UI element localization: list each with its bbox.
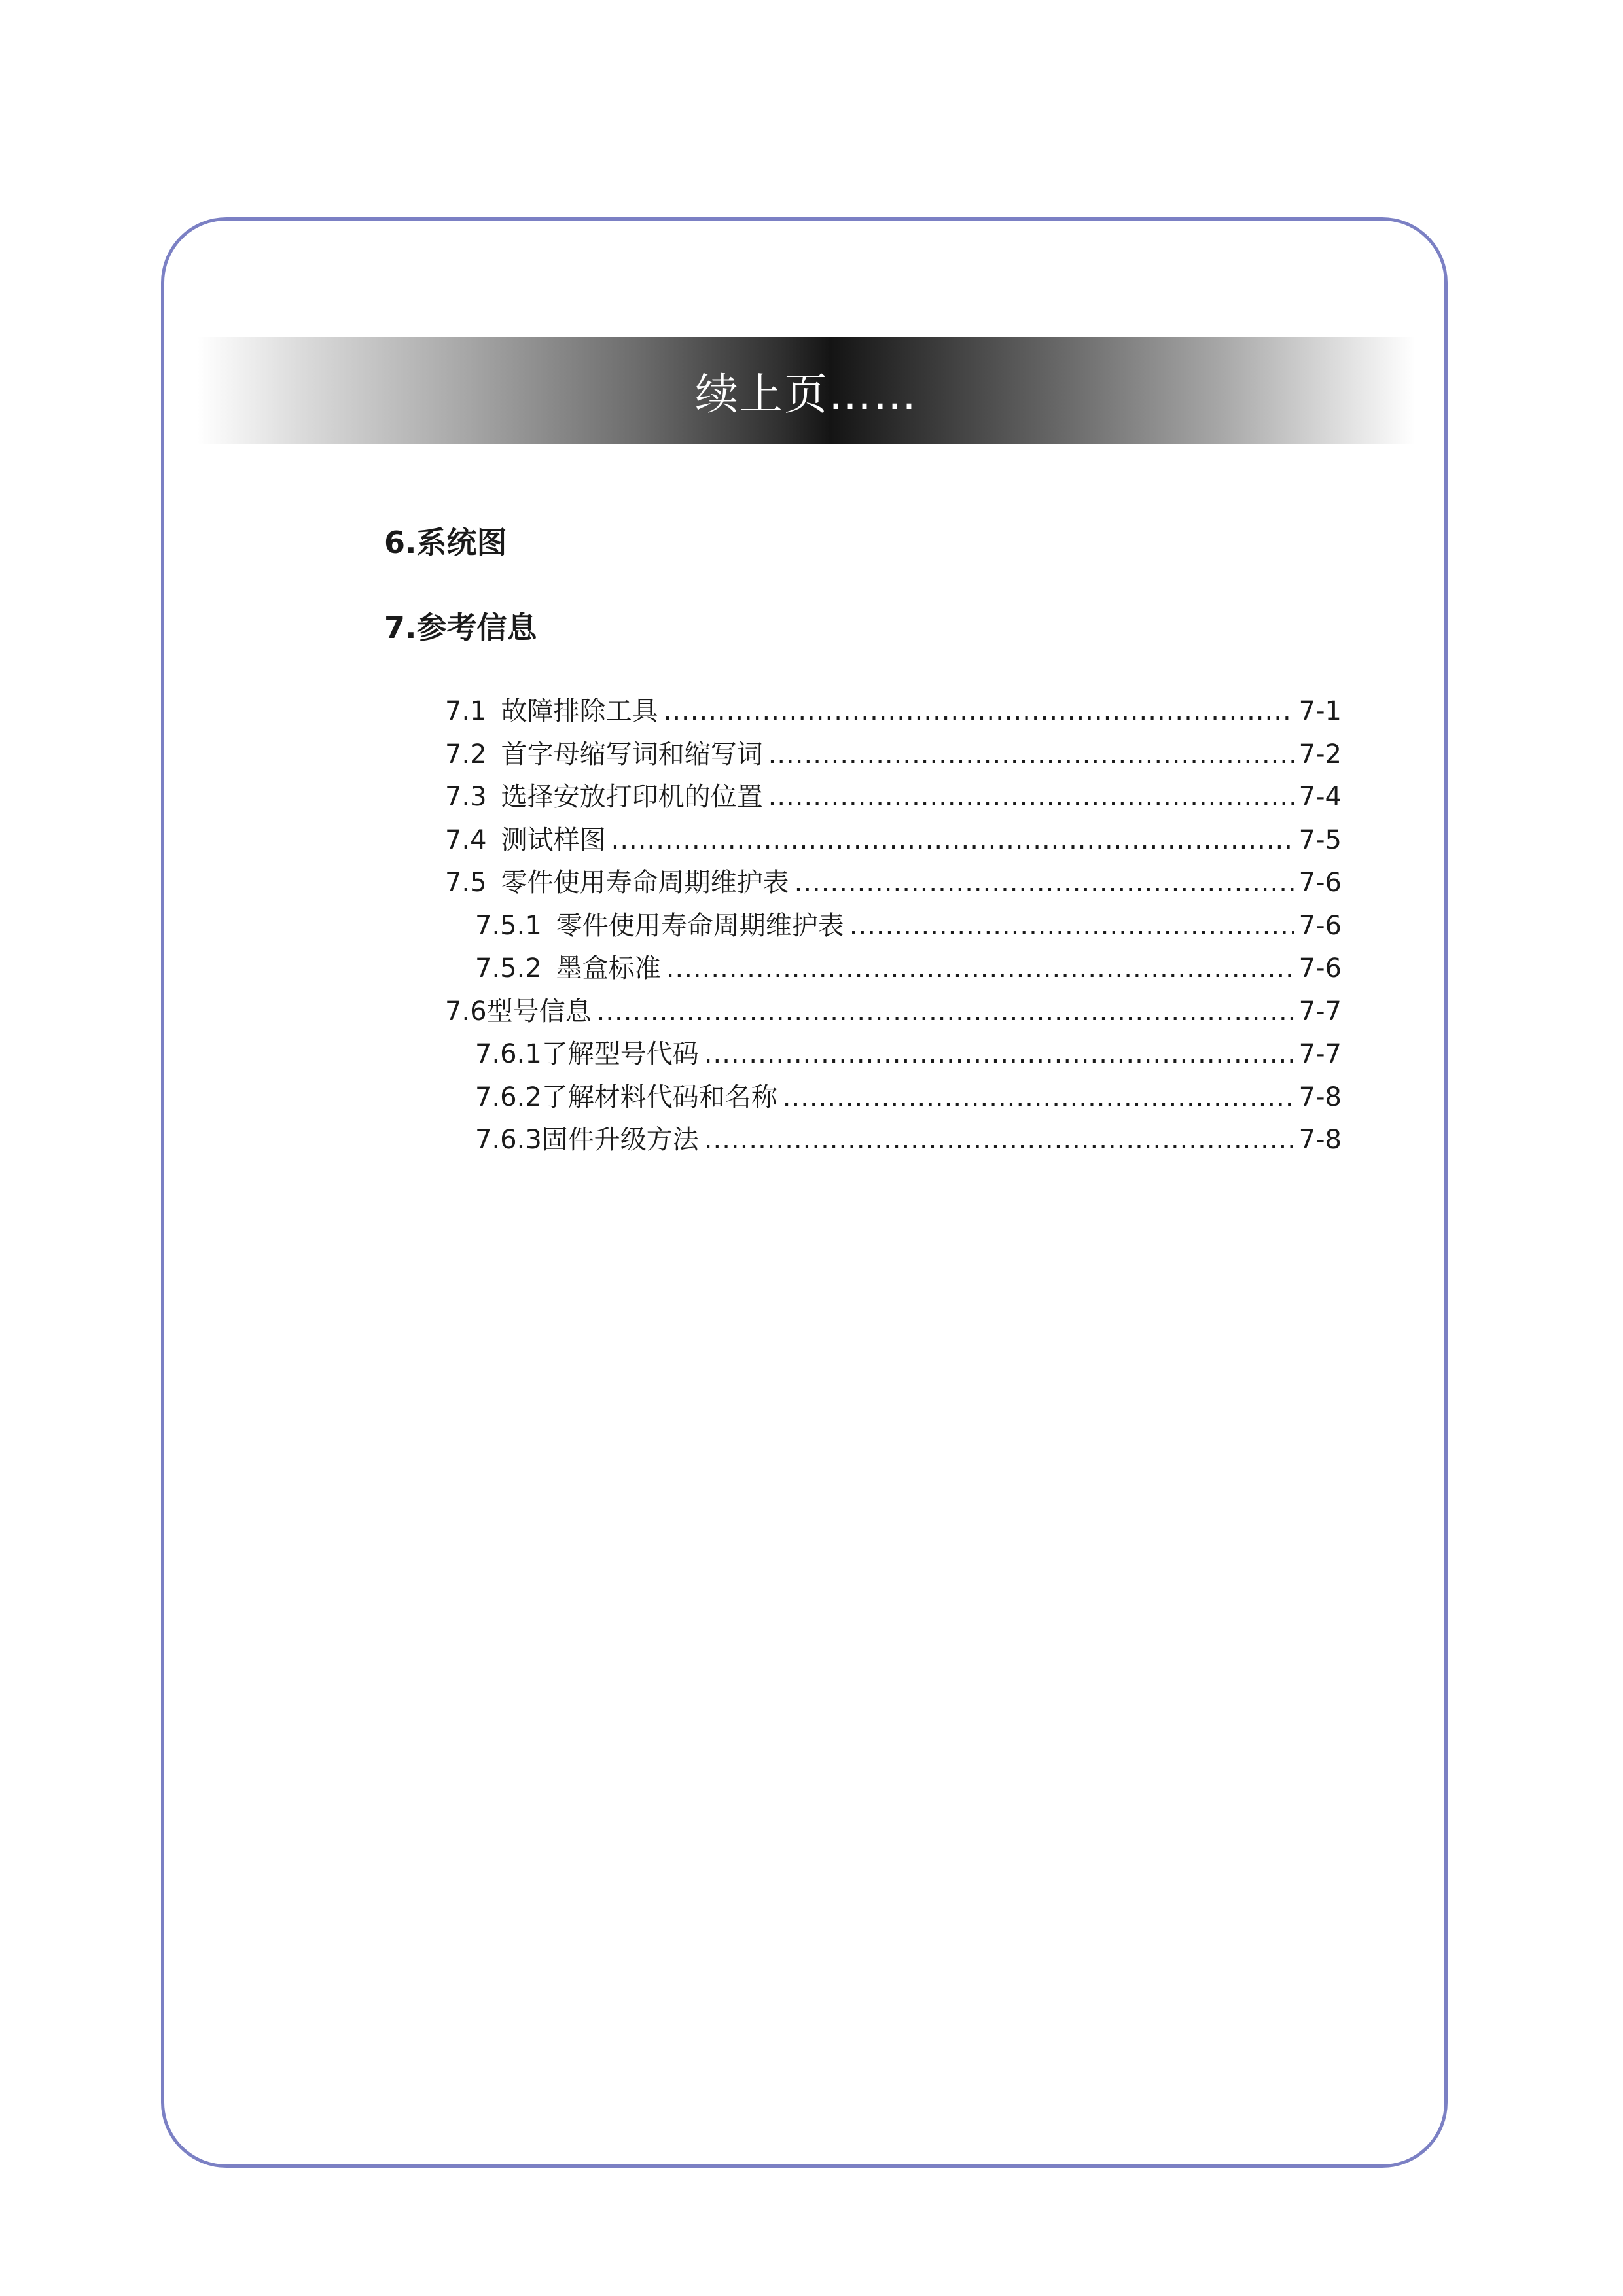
toc-number: 7.6.1 bbox=[475, 1039, 542, 1069]
toc-dot-leader bbox=[597, 997, 1294, 1027]
toc-entry-7-6-1[interactable] bbox=[445, 1033, 1342, 1076]
toc-dot-leader bbox=[704, 1125, 1294, 1155]
toc-title: 零件使用寿命周期维护表 bbox=[501, 868, 789, 898]
toc-dot-leader bbox=[794, 868, 1294, 898]
toc-entry-7-5-2[interactable] bbox=[445, 947, 1342, 991]
toc-dot-leader bbox=[666, 953, 1294, 983]
toc-dot-leader bbox=[783, 1082, 1294, 1112]
toc-entry-7-4[interactable] bbox=[445, 819, 1342, 862]
toc-page-number: 7-7 bbox=[1298, 1039, 1342, 1069]
toc-title: 了解型号代码 bbox=[541, 1039, 699, 1069]
toc-page-number: 7-2 bbox=[1298, 739, 1342, 769]
toc-dot-leader bbox=[849, 911, 1294, 941]
toc-page-number: 7-6 bbox=[1298, 910, 1342, 941]
page-border-frame bbox=[161, 217, 1448, 2168]
toc-number: 7.5.1 bbox=[475, 910, 542, 941]
toc-number: 7.6.3 bbox=[475, 1125, 542, 1155]
toc-entry-7-5[interactable] bbox=[445, 862, 1342, 905]
toc-page-number: 7-4 bbox=[1298, 782, 1342, 812]
toc-entry-7-2[interactable] bbox=[445, 733, 1342, 777]
toc-dot-leader bbox=[704, 1039, 1294, 1069]
toc-page-number: 7-6 bbox=[1298, 868, 1342, 898]
banner-title: 续上页…… bbox=[695, 369, 918, 419]
toc-page-number: 7-8 bbox=[1298, 1082, 1342, 1112]
toc-title: 墨盒标准 bbox=[556, 953, 661, 983]
toc-title: 首字母缩写词和缩写词 bbox=[501, 739, 763, 769]
toc-entry-7-6-2[interactable] bbox=[445, 1076, 1342, 1120]
toc-dot-leader bbox=[768, 739, 1294, 769]
toc-page-number: 7-6 bbox=[1298, 953, 1342, 983]
toc-page-number: 7-7 bbox=[1298, 996, 1342, 1027]
toc-entry-7-1[interactable] bbox=[445, 690, 1342, 733]
toc-entry-7-3[interactable] bbox=[445, 776, 1342, 819]
toc-number: 7.1 bbox=[445, 696, 487, 726]
toc-number: 7.5 bbox=[445, 868, 487, 898]
toc-title: 零件使用寿命周期维护表 bbox=[556, 910, 844, 941]
toc-page-number: 7-1 bbox=[1298, 696, 1342, 726]
chapter-6-heading[interactable]: 6.系统图 bbox=[384, 525, 507, 560]
toc-page-number: 7-5 bbox=[1298, 824, 1342, 855]
toc-title: 型号信息 bbox=[486, 996, 592, 1027]
toc-title: 选择安放打印机的位置 bbox=[501, 782, 763, 812]
toc-number: 7.5.2 bbox=[475, 953, 542, 983]
toc-number: 7.6.2 bbox=[475, 1082, 542, 1112]
toc-number: 7.2 bbox=[445, 739, 487, 769]
toc-title: 固件升级方法 bbox=[541, 1125, 699, 1155]
toc-dot-leader bbox=[768, 782, 1294, 812]
continued-banner bbox=[198, 337, 1415, 444]
toc-entry-7-6[interactable] bbox=[445, 991, 1342, 1034]
toc-title: 故障排除工具 bbox=[501, 696, 658, 726]
chapter-7-heading[interactable]: 7.参考信息 bbox=[384, 610, 537, 645]
toc-number: 7.6 bbox=[445, 996, 487, 1027]
table-of-contents bbox=[445, 690, 1342, 1162]
toc-entry-7-6-3[interactable] bbox=[445, 1119, 1342, 1162]
toc-title: 了解材料代码和名称 bbox=[541, 1082, 777, 1112]
toc-title: 测试样图 bbox=[501, 824, 606, 855]
toc-page-number: 7-8 bbox=[1298, 1125, 1342, 1155]
toc-entry-7-5-1[interactable] bbox=[445, 905, 1342, 948]
toc-number: 7.4 bbox=[445, 824, 487, 855]
toc-dot-leader bbox=[611, 825, 1294, 855]
toc-number: 7.3 bbox=[445, 782, 487, 812]
toc-dot-leader bbox=[664, 696, 1294, 726]
